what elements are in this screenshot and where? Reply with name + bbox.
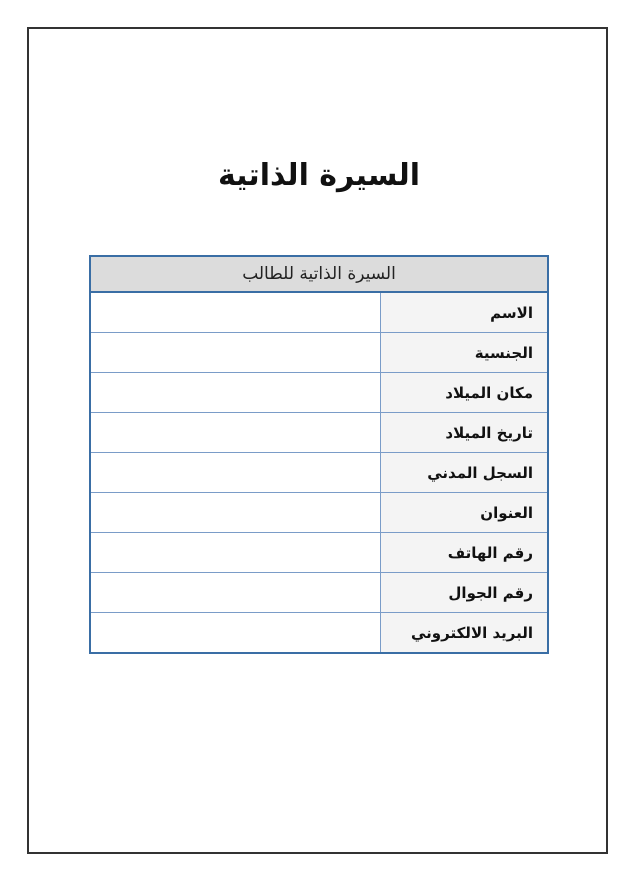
table-row-birthdate xyxy=(90,413,548,453)
field-value-nationality[interactable] xyxy=(90,333,380,373)
table-row-email xyxy=(90,613,548,654)
page-title: السيرة الذاتية xyxy=(217,158,420,193)
field-value-phone[interactable] xyxy=(90,533,380,573)
student-cv-table xyxy=(89,255,549,654)
field-label-name: الاسم xyxy=(380,292,548,333)
field-label-birthdate: تاريخ الميلاد xyxy=(380,413,548,453)
field-label-nationality: الجنسية xyxy=(380,333,548,373)
field-value-name[interactable] xyxy=(90,292,380,333)
table-row-mobile xyxy=(90,573,548,613)
field-value-civil-registry[interactable] xyxy=(90,453,380,493)
field-value-birthplace[interactable] xyxy=(90,373,380,413)
field-value-birthdate[interactable] xyxy=(90,413,380,453)
table-row-phone xyxy=(90,533,548,573)
field-value-mobile[interactable] xyxy=(90,573,380,613)
field-label-civil-registry: السجل المدني xyxy=(380,453,548,493)
table-row-civil-registry xyxy=(90,453,548,493)
field-value-address[interactable] xyxy=(90,493,380,533)
field-label-phone: رقم الهاتف xyxy=(380,533,548,573)
field-label-mobile: رقم الجوال xyxy=(380,573,548,613)
table-row-name xyxy=(90,292,548,333)
table-row-nationality xyxy=(90,333,548,373)
table-header: السيرة الذاتية للطالب xyxy=(90,256,548,292)
table-row-birthplace xyxy=(90,373,548,413)
table-header-row xyxy=(90,256,548,292)
field-label-address: العنوان xyxy=(380,493,548,533)
table-row-address xyxy=(90,493,548,533)
field-label-birthplace: مكان الميلاد xyxy=(380,373,548,413)
field-label-email: البريد الالكتروني xyxy=(380,613,548,654)
field-value-email[interactable] xyxy=(90,613,380,654)
